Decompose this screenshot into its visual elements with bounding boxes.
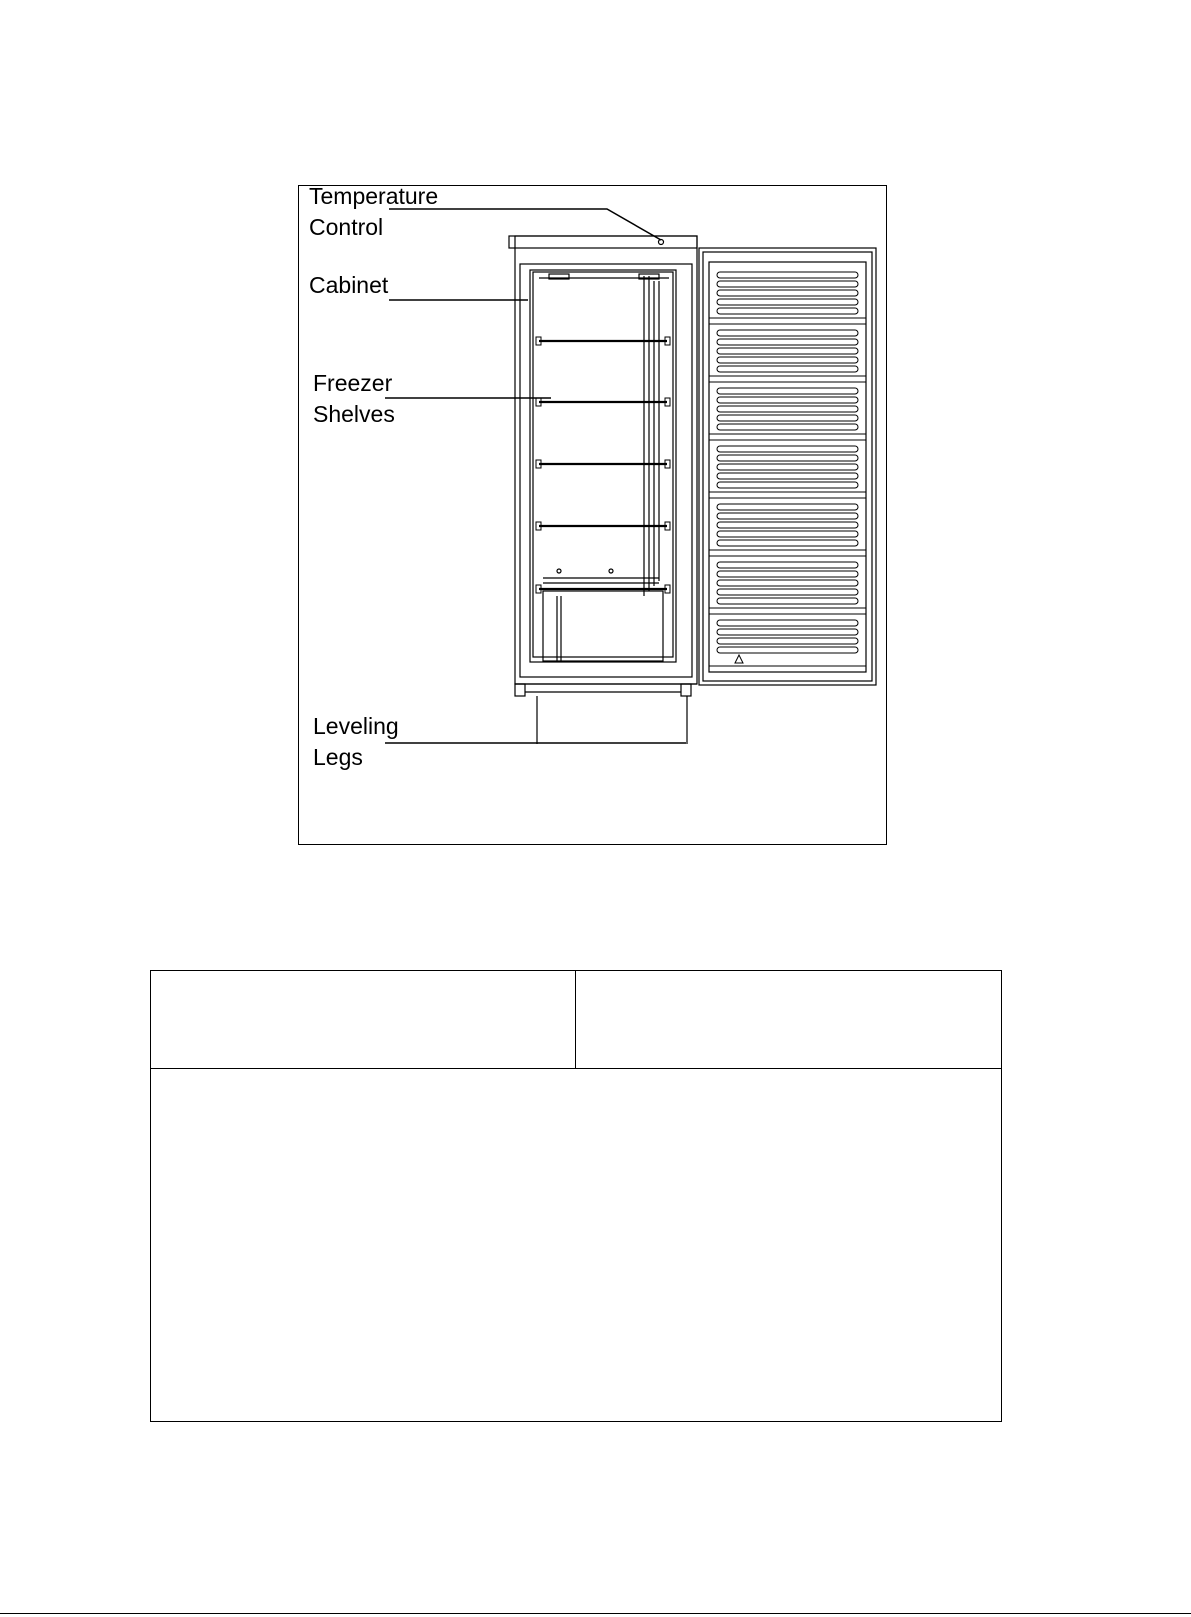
info-table: [150, 970, 1002, 1422]
door-rib: [717, 339, 858, 345]
door-shelf-separator: [709, 550, 866, 556]
callout-line: Freezer: [313, 370, 393, 396]
door-shelf-separator: [709, 318, 866, 324]
freezer-diagram: [298, 185, 887, 845]
table-cell-body: [151, 1069, 1001, 1421]
footer-rule: [0, 1613, 1191, 1614]
table-cell-top-right: [576, 971, 1001, 1069]
door-rib: [717, 540, 858, 546]
door-rib: [717, 330, 858, 336]
table-cell-top-left: [151, 971, 576, 1069]
shelves: [539, 341, 667, 589]
door-shelf-separator: [709, 608, 866, 614]
leg-left: [515, 684, 525, 696]
door-rib: [717, 473, 858, 479]
door-rib: [717, 424, 858, 430]
door-shelf-separator: [709, 492, 866, 498]
door-rib: [717, 281, 858, 287]
door-rib: [717, 522, 858, 528]
door-rib: [717, 513, 858, 519]
leader-lines: [385, 209, 686, 743]
door-rib: [717, 366, 858, 372]
door-rib: [717, 647, 858, 653]
temperature-knob: [659, 240, 664, 245]
door-rib: [717, 531, 858, 537]
door-rib: [717, 598, 858, 604]
callout-line: Shelves: [313, 401, 395, 427]
door-rib: [717, 455, 858, 461]
door-rib: [717, 272, 858, 278]
door-rib: [717, 504, 858, 510]
door-rib: [717, 357, 858, 363]
door-rib: [717, 308, 858, 314]
callout-freezer-shelves: [313, 368, 395, 430]
door-rib: [717, 482, 858, 488]
door-shelf-ribs: [709, 272, 866, 672]
callout-line: Control: [309, 214, 384, 240]
door-rib: [717, 397, 858, 403]
door-rib: [717, 562, 858, 568]
door-rib: [717, 415, 858, 421]
door-rib: [717, 629, 858, 635]
callout-leveling-legs: [313, 711, 399, 773]
door-rib: [717, 406, 858, 412]
leg-right: [681, 684, 691, 696]
door-rib: [717, 580, 858, 586]
door-shelf-separator: [709, 666, 866, 672]
door-rib: [717, 290, 858, 296]
callout-line: Legs: [313, 744, 363, 770]
door-rib: [717, 446, 858, 452]
callout-cabinet: [309, 270, 388, 301]
door-rib: [717, 638, 858, 644]
door-shelf-separator: [709, 434, 866, 440]
door-shelf-separator: [709, 376, 866, 382]
callout-line: Cabinet: [309, 272, 389, 298]
door-rib: [717, 299, 858, 305]
cabinet-inner-frame: [520, 264, 692, 677]
recycle-symbol: [735, 655, 743, 663]
door-rib: [717, 589, 858, 595]
door-rib: [717, 388, 858, 394]
callout-line: Leveling: [313, 713, 399, 739]
door-rib: [717, 348, 858, 354]
door-rib: [717, 620, 858, 626]
cabinet-top: [509, 236, 697, 248]
callout-temperature-control: [309, 181, 438, 243]
callout-line: Temperature: [309, 183, 439, 209]
door-rib: [717, 571, 858, 577]
door-rib: [717, 464, 858, 470]
